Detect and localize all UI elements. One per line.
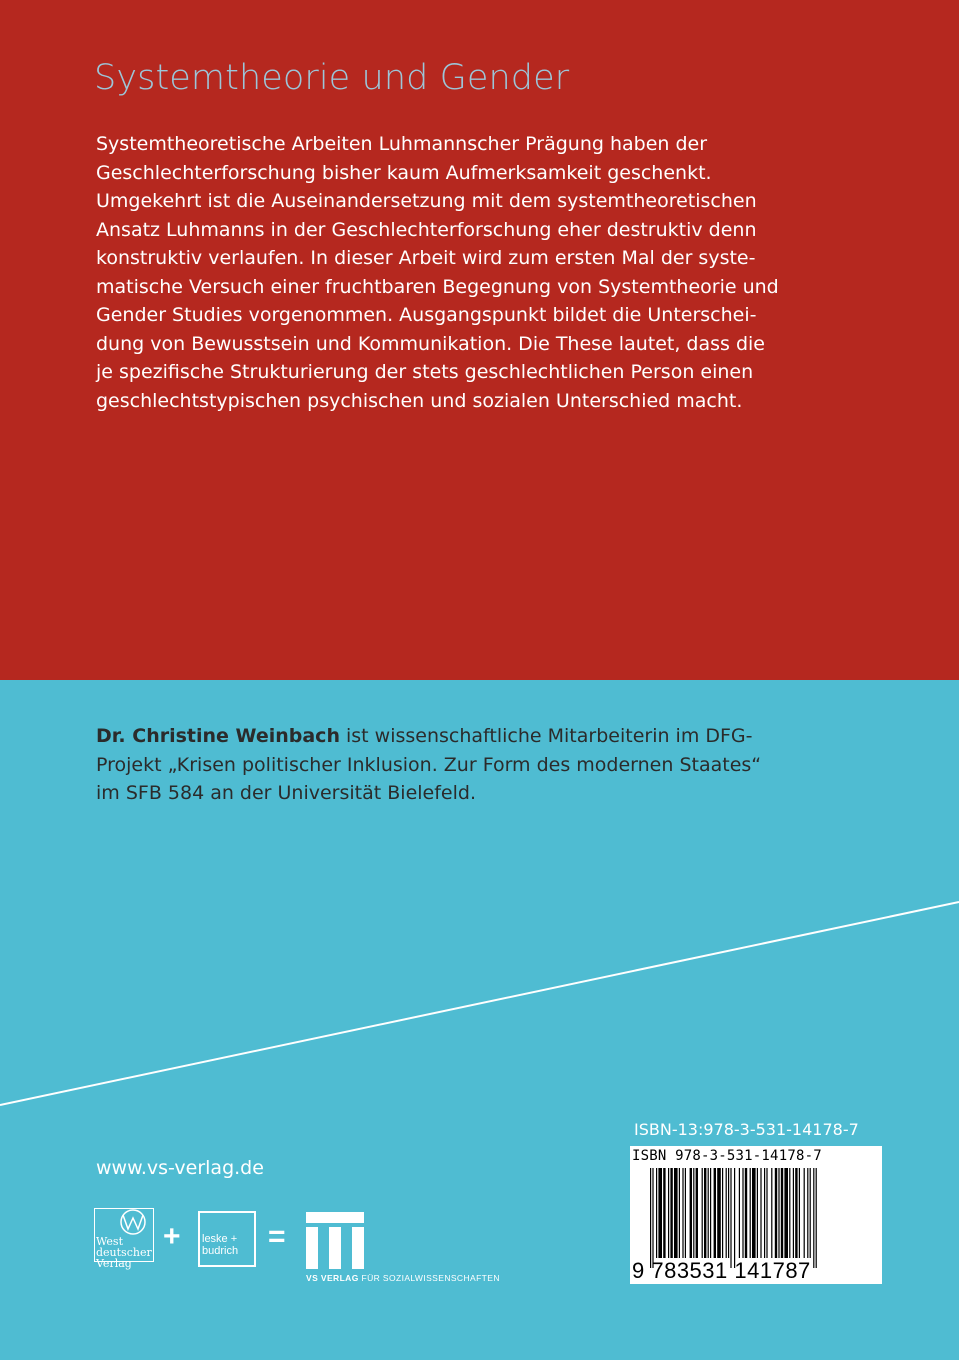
diagonal-line xyxy=(0,880,959,1110)
barcode-digits: 9 783531 141787 xyxy=(632,1258,811,1283)
author-bio-line xyxy=(96,722,856,751)
barcode-bar xyxy=(757,1168,758,1258)
author-bio-line3: im SFB 584 an der Universität Bielefeld. xyxy=(96,782,476,804)
barcode-bar xyxy=(730,1168,731,1268)
barcode-bar xyxy=(795,1168,797,1258)
wdv-line: deutscher xyxy=(96,1246,152,1259)
westdeutscher-verlag-logo xyxy=(94,1208,156,1286)
barcode-bar xyxy=(726,1168,727,1258)
barcode-bar xyxy=(775,1168,777,1258)
wv-emblem-icon xyxy=(116,1208,152,1238)
barcode-bar xyxy=(714,1168,716,1258)
barcode-isbn-text: ISBN 978-3-531-14178-7 xyxy=(632,1148,822,1164)
vs-verlag-rest: FÜR SOZIALWISSENSCHAFTEN xyxy=(358,1273,500,1283)
barcode-bar xyxy=(766,1168,767,1258)
barcode-bar xyxy=(789,1168,790,1258)
barcode-bar xyxy=(778,1168,779,1258)
barcode xyxy=(630,1146,882,1284)
barcode-bar xyxy=(793,1168,794,1258)
blurb-line: dung von Bewusstsein und Kommunikation. Die These lautet, dass die xyxy=(96,332,765,355)
barcode-bar xyxy=(804,1168,805,1258)
barcode-bar xyxy=(704,1168,706,1258)
blurb-line: geschlechtstypischen psychischen und sozialen Unterschied macht. xyxy=(96,389,743,412)
barcode-bar xyxy=(708,1168,709,1258)
author-bio-line1: ist wissenschaftliche Mitarbeiterin im DFG- xyxy=(339,725,753,747)
blurb-line: Umgekehrt ist die Auseinandersetzung mit dem systemtheoretischen xyxy=(96,190,757,212)
westdeutscher-verlag-text xyxy=(96,1236,152,1269)
plus-sign: + xyxy=(163,1220,181,1253)
barcode-bar xyxy=(745,1168,747,1258)
barcode-bar xyxy=(810,1168,811,1258)
barcode-bar xyxy=(670,1168,672,1258)
vs-verlag-bold: VS VERLAG xyxy=(306,1273,359,1283)
author-bio xyxy=(96,722,856,808)
barcode-bar xyxy=(807,1168,808,1258)
vs-verlag-logo-icon xyxy=(306,1212,366,1270)
barcode-bar xyxy=(742,1168,743,1258)
barcode-bar xyxy=(728,1168,729,1258)
barcode-bar xyxy=(658,1168,662,1258)
barcode-bar xyxy=(752,1168,756,1258)
barcode-bar xyxy=(682,1168,683,1258)
barcode-bar xyxy=(685,1168,686,1258)
barcode-bar xyxy=(690,1168,692,1258)
barcode-bar xyxy=(656,1168,657,1258)
barcode-bar xyxy=(696,1168,698,1258)
barcode-bar xyxy=(739,1168,740,1258)
barcode-bar xyxy=(813,1168,814,1268)
blurb-line: Geschlechterforschung bisher kaum Aufmerksamkeit geschenkt. xyxy=(96,161,712,184)
barcode-bar xyxy=(710,1168,711,1258)
website-link[interactable]: www.vs-verlag.de xyxy=(96,1157,264,1179)
wdv-line: Verlag xyxy=(96,1257,132,1270)
isbn-label: ISBN-13:978-3-531-14178-7 xyxy=(634,1120,859,1139)
barcode-bar xyxy=(679,1168,680,1258)
barcode-bar xyxy=(717,1168,721,1258)
leske-budrich-logo xyxy=(198,1211,256,1267)
blurb-line: konstruktiv verlaufen. In dieser Arbeit wird zum ersten Mal der syste- xyxy=(96,247,756,269)
blurb-line: Systemtheoretische Arbeiten Luhmannscher Prägung haben der xyxy=(96,133,708,155)
barcode-bar xyxy=(816,1168,817,1268)
blurb-text xyxy=(96,130,856,415)
leske-line: budrich xyxy=(202,1245,239,1257)
barcode-bar xyxy=(693,1168,694,1258)
barcode-bar xyxy=(771,1168,772,1258)
wdv-line: West xyxy=(96,1235,123,1248)
blurb-line: je spezifische Strukturierung der stets geschlechtlichen Person einen xyxy=(96,361,754,383)
barcode-bar xyxy=(663,1168,665,1258)
barcode-bar xyxy=(784,1168,788,1258)
blurb-line: Gender Studies vorgenommen. Ausgangspunkt bildet die Unterschei- xyxy=(96,304,757,326)
barcode-bar xyxy=(799,1168,800,1258)
barcode-bar xyxy=(750,1168,751,1258)
vs-verlag-text xyxy=(306,1273,500,1283)
barcode-bar xyxy=(760,1168,761,1258)
barcode-bar xyxy=(652,1168,653,1268)
barcode-bar xyxy=(674,1168,678,1258)
blurb-line: Ansatz Luhmanns in der Geschlechterforschung eher destruktiv denn xyxy=(96,218,757,241)
author-bio-line2: Projekt „Krisen politischer Inklusion. Zur Form des modernen Staates“ xyxy=(96,753,762,776)
book-title: Systemtheorie und Gender xyxy=(94,58,570,98)
blurb-line: matische Versuch einer fruchtbaren Begegnung von Systemtheorie und xyxy=(96,275,779,298)
barcode-bar xyxy=(722,1168,723,1258)
leske-budrich-text xyxy=(202,1233,238,1257)
barcode-bar xyxy=(650,1168,651,1268)
equals-sign: = xyxy=(268,1220,286,1253)
barcode-bar xyxy=(764,1168,765,1258)
leske-line: leske + xyxy=(202,1233,238,1245)
barcode-bar xyxy=(668,1168,669,1258)
barcode-bar xyxy=(734,1168,735,1268)
barcode-bar xyxy=(781,1168,783,1258)
barcode-bar xyxy=(702,1168,703,1258)
author-name: Dr. Christine Weinbach xyxy=(96,725,340,747)
